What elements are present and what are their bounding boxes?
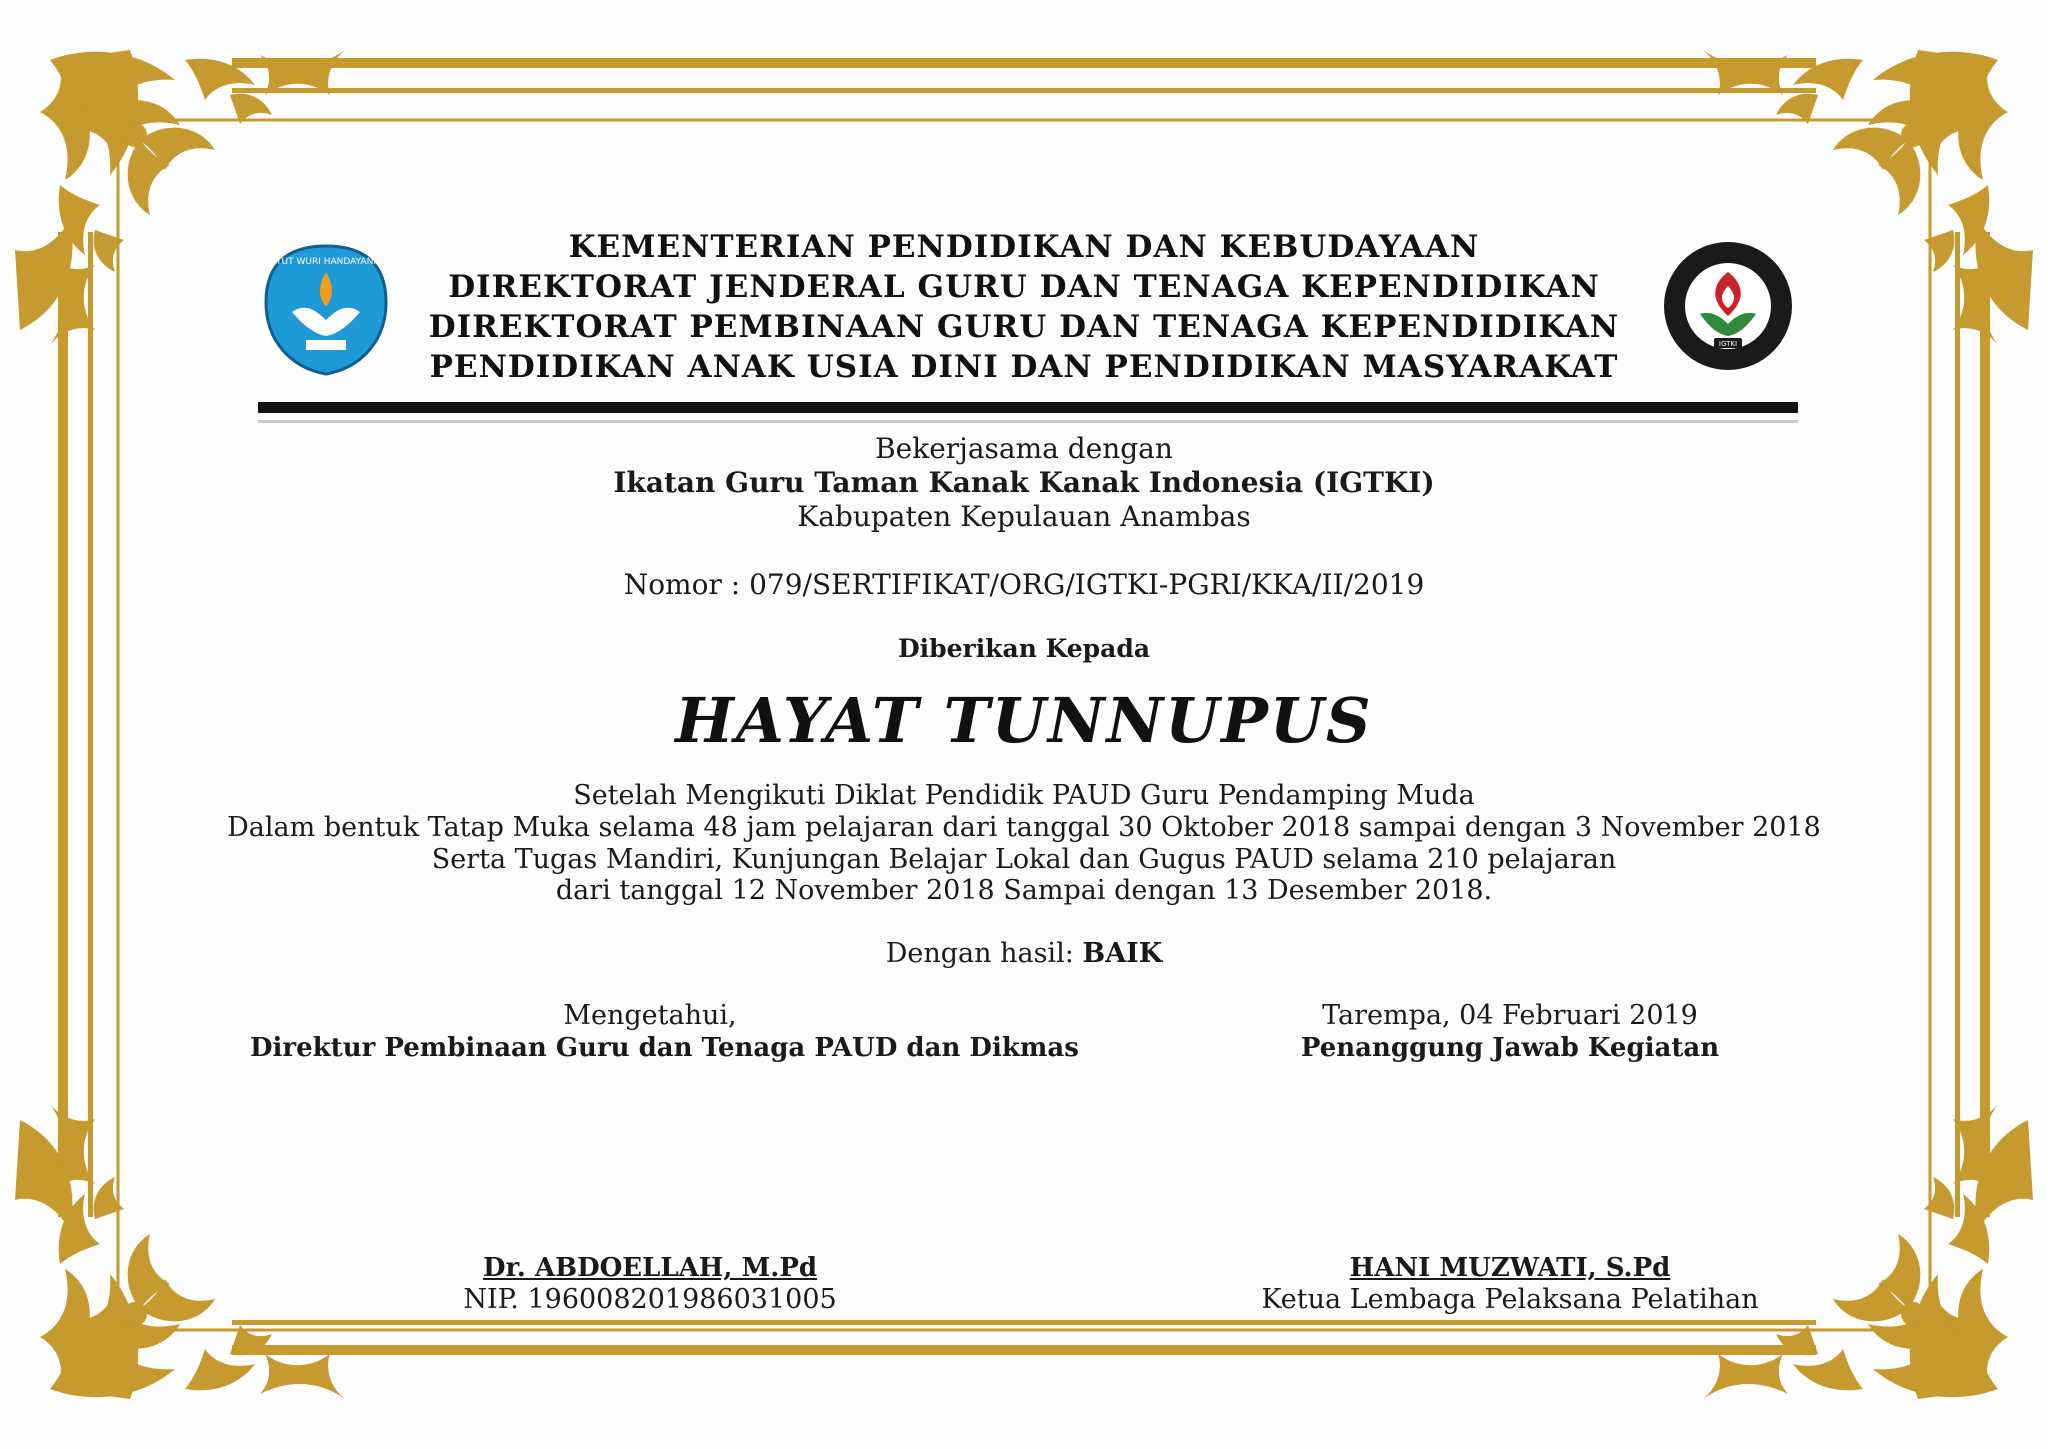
description-line-4: dari tanggal 12 November 2018 Sampai dengan 13 Desember 2018. xyxy=(555,875,1493,906)
left-intro: Mengetahui, xyxy=(563,1000,737,1031)
partner-org: Ikatan Guru Taman Kanak Kanak Indonesia (IGTKI) xyxy=(613,466,1435,499)
certificate-number: Nomor : 079/SERTIFIKAT/ORG/IGTKI-PGRI/KKA/II/2019 xyxy=(623,568,1425,601)
right-place-date: Tarempa, 04 Februari 2019 xyxy=(1322,1000,1698,1031)
description-line-1: Setelah Mengikuti Diklat Pendidik PAUD Guru Pendamping Muda xyxy=(573,780,1475,811)
description-line-3: Serta Tugas Mandiri, Kunjungan Belajar Lokal dan Gugus PAUD selama 210 pelajaran xyxy=(431,844,1617,875)
right-name: HANI MUZWATI, S.Pd xyxy=(1349,1253,1671,1283)
result-label: Dengan hasil: xyxy=(885,938,1074,969)
left-title: Direktur Pembinaan Guru dan Tenaga PAUD dan Dikmas xyxy=(250,1033,1079,1063)
result-value: BAIK xyxy=(1082,938,1163,969)
left-name: Dr. ABDOELLAH, M.Pd xyxy=(482,1253,818,1283)
tut-wuri-text: TUT WURI HANDAYANI xyxy=(276,257,376,267)
right-title: Penanggung Jawab Kegiatan xyxy=(1300,1033,1720,1063)
given-to-label: Diberikan Kepada xyxy=(897,634,1151,663)
partner-region: Kabupaten Kepulauan Anambas xyxy=(797,500,1251,533)
description-line-2: Dalam bentuk Tatap Muka selama 48 jam pelajaran dari tanggal 30 Oktober 2018 sampai dengan 3 November 2018 xyxy=(227,812,1821,843)
header-line-2: DIREKTORAT JENDERAL GURU DAN TENAGA KEPENDIDIKAN xyxy=(448,269,1600,305)
left-nip: NIP. 196008201986031005 xyxy=(463,1284,837,1315)
header-divider xyxy=(258,402,1798,413)
igtki-badge-text: IGTKI xyxy=(1718,340,1738,348)
left-signatory xyxy=(250,1000,1079,1316)
right-signatory xyxy=(1230,1000,1790,1316)
header-line-3: DIREKTORAT PEMBINAAN GURU DAN TENAGA KEPENDIDIKAN xyxy=(428,309,1620,345)
header-divider-thin xyxy=(258,420,1798,423)
header-line-1: KEMENTERIAN PENDIDIKAN DAN KEBUDAYAAN xyxy=(568,229,1480,265)
right-role: Ketua Lembaga Pelaksana Pelatihan xyxy=(1261,1284,1759,1315)
header-line-4: PENDIDIKAN ANAK USIA DINI DAN PENDIDIKAN MASYARAKAT xyxy=(429,349,1619,385)
partner-intro: Bekerjasama dengan xyxy=(875,432,1173,465)
result xyxy=(0,938,2048,969)
recipient-name: HAYAT TUNNUPUS xyxy=(675,684,1373,757)
